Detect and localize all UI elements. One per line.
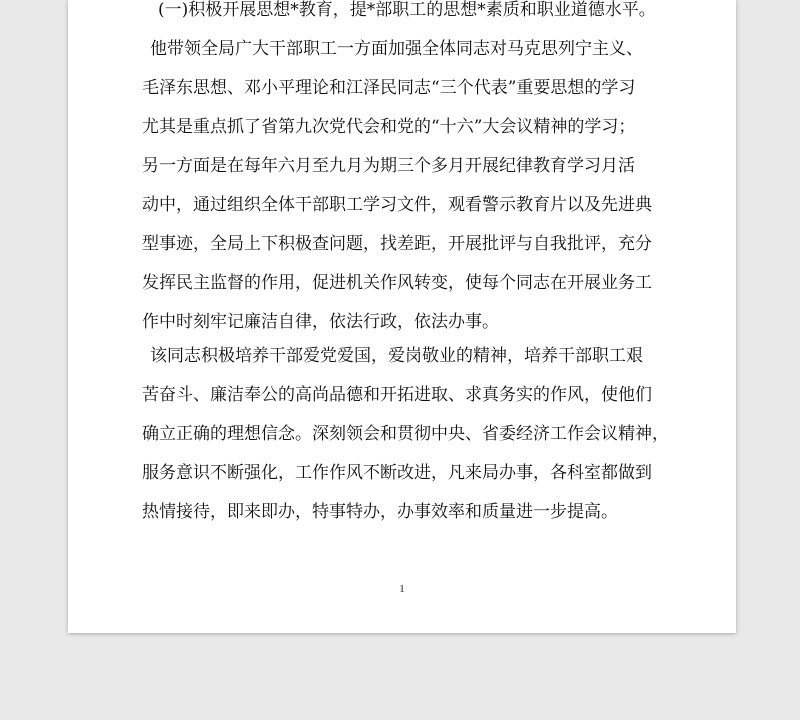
paragraph-line: 另一方面是在每年六月至九月为期三个多月开展纪律教育学习月活 [142,156,635,176]
paragraph-2 [142,337,669,532]
paragraph-line: 尤其是重点抓了省第九次党代会和党的“十六”大会议精神的学习； [142,117,636,137]
paragraph-line: 发挥民主监督的作用，促进机关作风转变，使每个同志在开展业务工 [142,273,652,293]
paragraph-line: 型事迹，全局上下积极查问题，找差距，开展批评与自我批评，充分 [142,234,652,254]
paragraph-line: 动中，通过组织全体干部职工学习文件，观看警示教育片以及先进典 [142,195,652,215]
paragraph-line: 确立正确的理想信念。深刻领会和贯彻中央、省委经济工作会议精神， [142,424,669,444]
paragraph-line: 该同志积极培养干部爱党爱国，爱岗敬业的精神，培养干部职工艰 [150,346,643,366]
paragraph-line: 毛泽东思想、邓小平理论和江泽民同志“三个代表”重要思想的学习 [142,78,636,98]
paragraph-1 [142,30,662,342]
paragraph-line: 苦奋斗、廉洁奉公的高尚品德和开拓进取、求真务实的作风，使他们 [142,385,652,405]
section-heading: (一)积极开展思想*教育，提*部职工的思想*素质和职业道德水平。 [158,0,656,20]
paragraph-line: 作中时刻牢记廉洁自律，依法行政，依法办事。 [142,312,499,332]
document-page [68,0,736,633]
paragraph-line: 服务意识不断强化，工作作风不断改进，凡来局办事，各科室都做到 [142,463,652,483]
page-number: 1 [399,583,405,595]
paragraph-line: 热情接待，即来即办，特事特办，办事效率和质量进一步提高。 [142,502,618,522]
paragraph-line: 他带领全局广大干部职工一方面加强全体同志对马克思列宁主义、 [150,39,643,59]
